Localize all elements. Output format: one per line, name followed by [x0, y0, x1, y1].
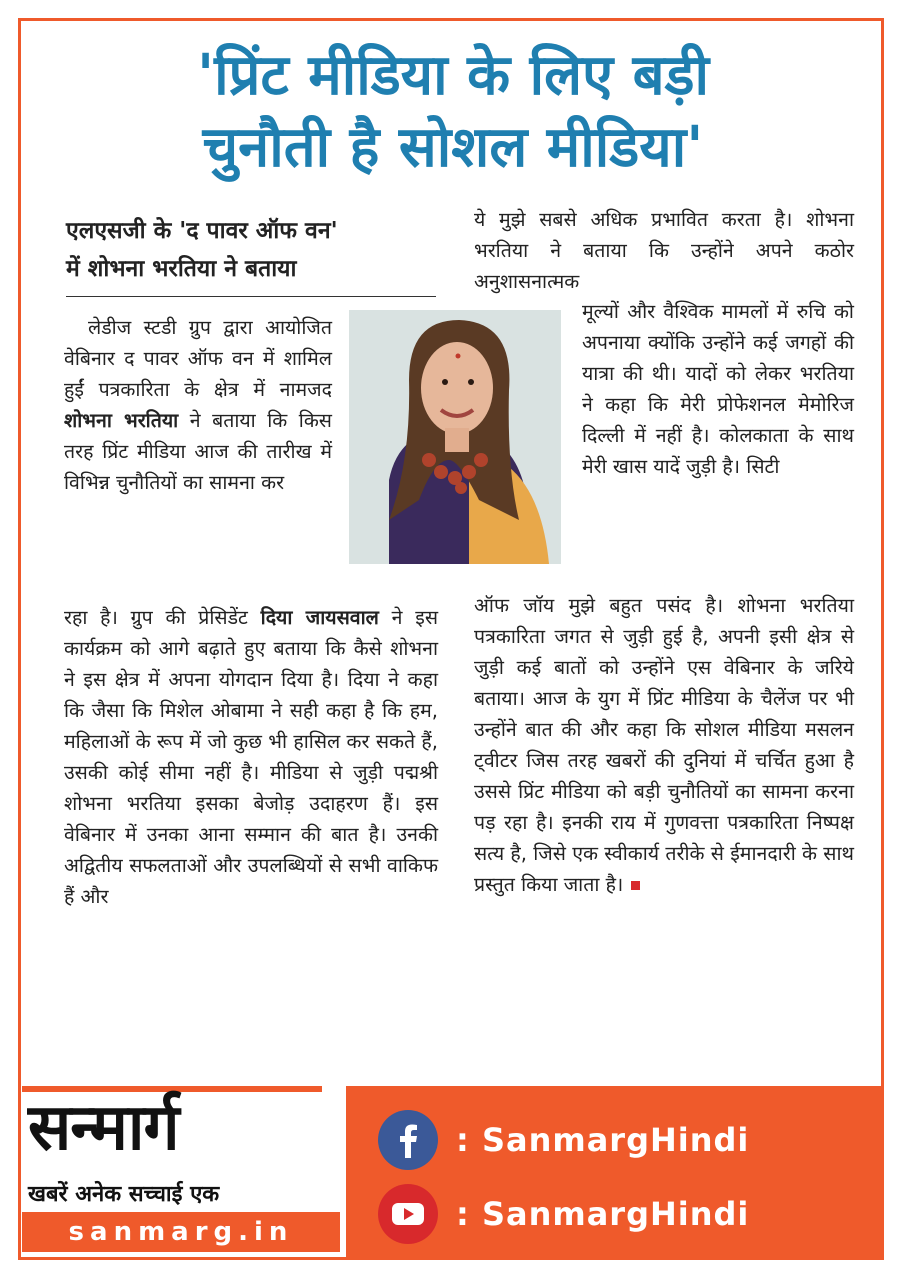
article-left-top — [64, 312, 332, 498]
facebook-handle: : SanmargHindi — [456, 1121, 750, 1159]
facebook-icon — [378, 1110, 438, 1170]
sanmarg-logo: सन्मार्ग — [28, 1091, 179, 1165]
facebook-glyph — [378, 1110, 438, 1170]
text-run: रहा है। ग्रुप की प्रेसिडेंट — [64, 606, 261, 629]
social-panel — [346, 1086, 884, 1260]
article-left-bottom — [64, 602, 438, 912]
text-run: ने बताया कि किस तरह प्रिंट मीडिया आज की तारीख में विभिन्न चुनौतियों का सामना कर — [64, 409, 332, 494]
article-right-bottom — [474, 590, 854, 900]
youtube-icon — [378, 1184, 438, 1244]
facebook-link[interactable] — [378, 1108, 749, 1172]
article-right-middle: मूल्यों और वैश्विक मामलों में रुचि को अपनाया क्योंकि उन्होंने कई जगहों की यात्रा की थी। यादों को लेकर भरतिया ने कहा कि मेरी प्रोफेशनल मेमोरिज दिल्ली में नहीं है। कोलकाता के साथ मेरी खास यादें जुड़ी है। सिटी — [582, 300, 854, 478]
name-shobhana: शोभना भरतिया — [64, 409, 179, 432]
youtube-handle: : SanmargHindi — [456, 1195, 750, 1233]
subheadline-line-2: में शोभना भरतिया ने बताया — [66, 256, 297, 282]
youtube-glyph — [378, 1184, 438, 1244]
text-run: ने इस कार्यक्रम को आगे बढ़ाते हुए बताया कि कैसे शोभना ने इस क्षेत्र में अपना योगदान दिया है। दिया ने कहा कि जैसा कि मिशेल ओबामा ने सही कहा है कि हम, महिलाओं के रूप में जो कुछ भी हासिल कर सकते हैं, उसकी कोई सीमा नहीं है। मीडिया से जुड़ी पद्मश्री शोभना भरतिया इसका बेजोड़ उदाहरण हैं। इस वेबिनार में उनका आना सम्मान की बात है। उनकी अद्वितीय सफलताओं और उपलब्धियों से सभी वाकिफ हैं और — [64, 606, 438, 908]
tagline: खबरें अनेक सच्चाई एक — [28, 1182, 220, 1207]
subheadline-line-1: एलएसजी के 'द पावर ऑफ वन' — [66, 218, 338, 244]
portrait-illustration — [349, 310, 561, 564]
sanmarg-branding — [22, 1086, 344, 1254]
name-diya: दिया जायसवाल — [260, 606, 379, 629]
text-run: लेडीज स्टडी ग्रुप द्वारा आयोजित वेबिनार द पावर ऑफ वन में शामिल हुईं पत्रकारिता के क्षेत्र में नामजद — [64, 316, 332, 401]
article-right-top: ये मुझे सबसे अधिक प्रभावित करता है। शोभना भरतिया ने बताया कि उन्होंने अपने कठोर अनुशासनात्मक — [474, 208, 854, 293]
end-mark-icon — [631, 881, 640, 890]
headline — [30, 40, 876, 184]
subheadline — [66, 212, 436, 288]
headline-line-2: चुनौती है सोशल मीडिया' — [202, 115, 704, 180]
youtube-link[interactable] — [378, 1182, 749, 1246]
portrait-photo — [349, 310, 561, 564]
subheadline-rule — [66, 296, 436, 297]
text-run: ऑफ जॉय मुझे बहुत पसंद है। शोभना भरतिया पत्रकारिता जगत से जुड़ी हुई है, अपनी इसी क्षेत्र से जुड़ी कई बातों को उन्होंने एस वेबिनार के जरिये बताया। आज के युग में प्रिंट मीडिया के चैलेंज पर भी उन्होंने बात की और कहा कि सोशल मीडिया मसलन ट्वीटर जिस तरह खबरों की दुनियां में चर्चित हुआ है उससे प्रिंट मीडिया को बड़ी चुनौतियों का सामना करना पड़ रहा है। इनकी राय में गुणवत्ता पत्रकारिता निष्पक्ष सत्य है, जिसे एक स्वीकार्य तरीके से ईमानदारी के साथ प्रस्तुत किया जाता है। — [474, 594, 854, 896]
headline-line-1: 'प्रिंट मीडिया के लिए बड़ी — [196, 43, 710, 108]
website-link[interactable]: sanmarg.in — [22, 1212, 340, 1252]
